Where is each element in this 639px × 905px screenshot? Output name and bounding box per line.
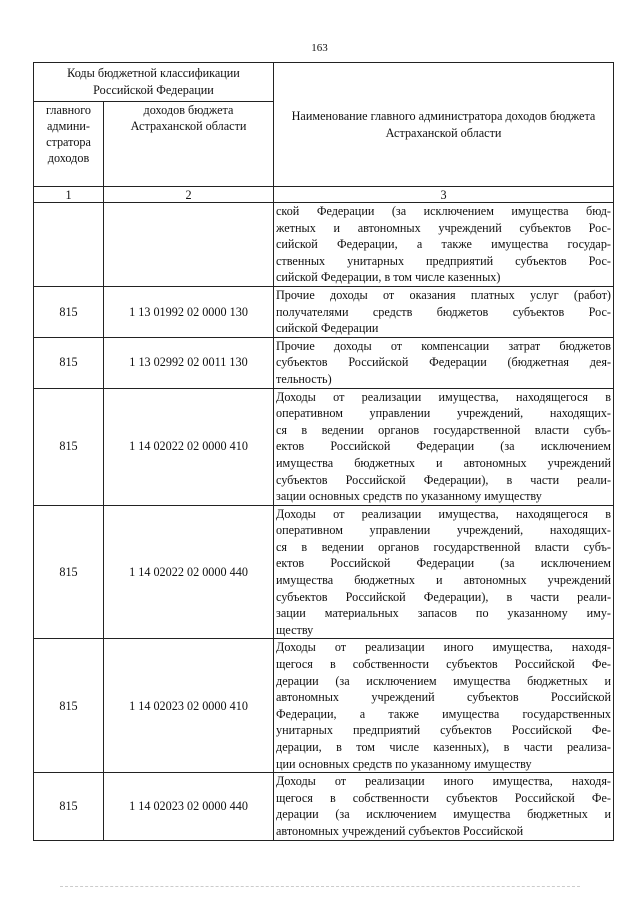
description-line: щегося в собственности субъектов Российской Фе- xyxy=(276,790,611,805)
table-row xyxy=(34,203,614,287)
revenue-code-cell: 1 14 02022 02 0000 410 xyxy=(104,388,274,505)
column-number-3: 3 xyxy=(274,187,614,203)
description-line: Доходы от реализации имущества, находящегося в xyxy=(276,506,611,521)
description-line: имущества бюджетных и автономных учреждений xyxy=(276,455,611,470)
header-admin-code: главного админи-стратора доходов xyxy=(34,102,104,187)
description-line: Федерации, а также имущества государственных xyxy=(276,706,611,721)
admin-code-cell xyxy=(34,203,104,287)
description-line: ектов Российской Федерации (за исключением xyxy=(276,556,611,571)
description-line: ции основных средств по указанному имуществу xyxy=(276,756,532,771)
description-line: Прочие доходы от оказания платных услуг (работ) xyxy=(276,287,611,302)
description-line: оперативном управлении учреждений, находящих- xyxy=(276,523,611,538)
revenue-code-cell: 1 14 02022 02 0000 440 xyxy=(104,505,274,639)
description-line: щегося в собственности субъектов Российской Фе- xyxy=(276,657,611,672)
description-line: жетных и автономных учреждений субъектов Рос- xyxy=(276,220,611,235)
admin-code-cell: 815 xyxy=(34,337,104,388)
description-line: ской Федерации (за исключением имущества бюд- xyxy=(276,204,611,218)
description-line: унитарных предприятий субъектов Российской Фе- xyxy=(276,723,611,738)
description-line: Доходы от реализации иного имущества, находя- xyxy=(276,640,611,655)
revenue-code-cell: 1 14 02023 02 0000 410 xyxy=(104,639,274,773)
description-line: Доходы от реализации иного имущества, находя- xyxy=(276,774,611,789)
description-line: Доходы от реализации имущества, находящегося в xyxy=(276,389,611,404)
table-row xyxy=(34,388,614,505)
revenue-code-cell: 1 13 02992 02 0011 130 xyxy=(104,337,274,388)
revenue-code-cell: 1 13 01992 02 0000 130 xyxy=(104,286,274,337)
revenue-code-cell xyxy=(104,203,274,287)
table-row xyxy=(34,286,614,337)
revenue-description-cell xyxy=(274,337,614,388)
description-line: тельность) xyxy=(276,371,332,386)
admin-code-cell: 815 xyxy=(34,286,104,337)
budget-classification-table xyxy=(33,62,614,841)
description-line: субъектов Российской Федерации (бюджетная дея- xyxy=(276,355,611,370)
description-line: дерации, в том числе казенных), в части реализа- xyxy=(276,740,611,754)
description-line: субъектов Российской Федерации), в части реали- xyxy=(276,472,611,487)
revenue-description-cell xyxy=(274,388,614,505)
admin-code-cell: 815 xyxy=(34,773,104,840)
description-line: имущества бюджетных и автономных учреждений xyxy=(276,573,611,588)
column-number-1: 1 xyxy=(34,187,104,203)
revenue-description-cell xyxy=(274,203,614,287)
revenue-code-cell: 1 14 02023 02 0000 440 xyxy=(104,773,274,840)
header-admin-name: Наименование главного администратора доходов бюджета Астраханской области xyxy=(274,63,614,187)
admin-code-cell: 815 xyxy=(34,505,104,639)
admin-code-cell: 815 xyxy=(34,639,104,773)
description-line: субъектов Российской Федерации), в части реали- xyxy=(276,589,611,604)
column-number-2: 2 xyxy=(104,187,274,203)
description-line: ектов Российской Федерации (за исключением xyxy=(276,439,611,454)
header-revenue-code: доходов бюджета Астраханской области xyxy=(104,102,274,187)
description-line: дерации (за исключением имущества бюджетных и xyxy=(276,807,611,822)
footer-scan-line xyxy=(60,886,580,888)
description-line: ся в ведении органов государственной власти субъ- xyxy=(276,539,611,554)
revenue-description-cell xyxy=(274,639,614,773)
description-line: автономных учреждений субъектов Российской xyxy=(276,690,611,705)
description-line: автономных учреждений субъектов Российской xyxy=(276,823,524,838)
description-line: дерации (за исключением имущества бюджетных и xyxy=(276,673,611,688)
table-row xyxy=(34,773,614,840)
description-line: зации материальных запасов по указанному иму- xyxy=(276,606,611,621)
description-line: получателями средств бюджетов субъектов Рос- xyxy=(276,304,611,319)
description-line: сийской Федерации, а также имущества государ- xyxy=(276,237,611,252)
revenue-description-cell xyxy=(274,286,614,337)
table-row xyxy=(34,505,614,639)
description-line: Прочие доходы от компенсации затрат бюджетов xyxy=(276,338,611,353)
revenue-description-cell xyxy=(274,505,614,639)
admin-code-cell: 815 xyxy=(34,388,104,505)
page-number: 163 xyxy=(311,42,328,54)
header-group-title: Коды бюджетной классификации Российской Федерации xyxy=(34,63,274,102)
description-line: ществу xyxy=(276,622,314,637)
description-line: зации основных средств по указанному имуществу xyxy=(276,489,542,504)
description-line: сийской Федерации xyxy=(276,321,379,336)
description-line: ственных унитарных предприятий субъектов Рос- xyxy=(276,253,611,268)
description-line: сийской Федерации, в том числе казенных) xyxy=(276,270,501,285)
table-row xyxy=(34,639,614,773)
description-line: ся в ведении органов государственной власти субъ- xyxy=(276,422,611,437)
description-line: оперативном управлении учреждений, находящих- xyxy=(276,406,611,421)
table-row xyxy=(34,337,614,388)
revenue-description-cell xyxy=(274,773,614,840)
